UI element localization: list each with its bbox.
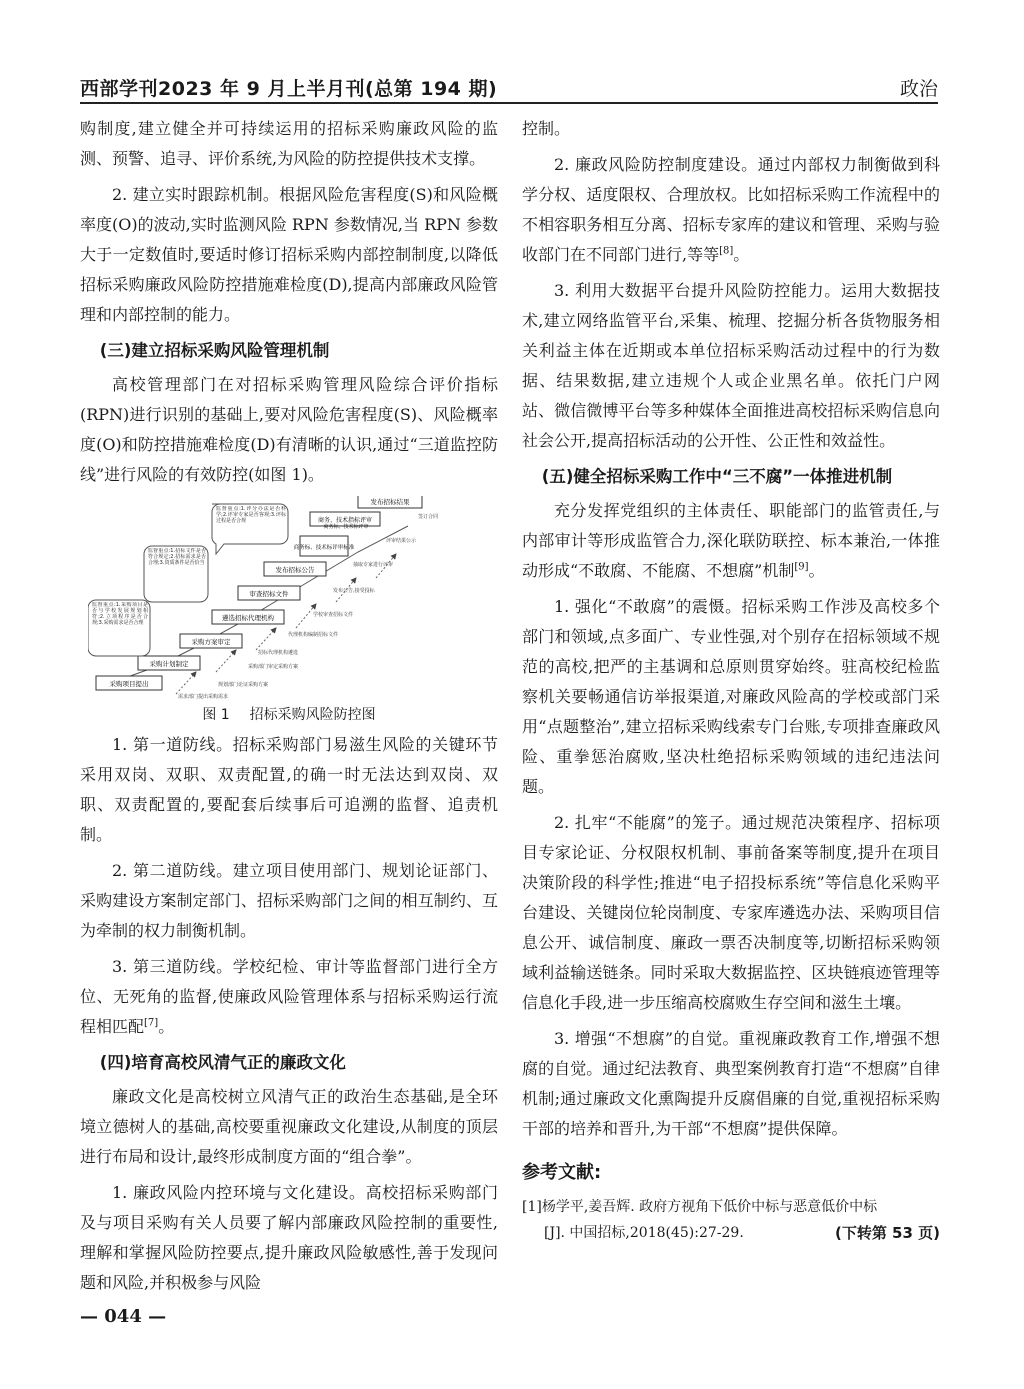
paragraph: 2. 廉政风险防控制度建设。通过内部权力制衡做到科学分权、适度限权、合理放权。比如招标采购工作流程中的不相容职务相互分离、招标专家库的建议和管理、采购与验收部门在不同部门进行,等等[8]。 (522, 155, 940, 264)
paragraph: 3. 利用大数据平台提升风险防控能力。运用大数据技术,建立网络监管平台,采集、梳理、挖掘分析各货物服务相关利益主体在近期或本单位招标采购活动过程中的行为数据、结果数据,建立违规个人或企业黑名单。依托门户网站、微信微博平台等多种媒体全面推进高校招标采购信息向社会公开,提高招标活动的公开性、公正性和效益性。 (522, 281, 940, 450)
paragraph: 廉政文化是高校树立风清气正的政治生态基础,是全环境立德树人的基础,高校要重视廉政文化建设,从制度的顶层进行布局和设计,最终形成制度方面的“组合拳”。 (80, 1087, 498, 1166)
figure-caption (80, 704, 498, 726)
section-heading: (五)健全招标采购工作中“三不腐”一体推进机制 (541, 467, 893, 486)
svg-text:发布公告,接受投标: 发布公告,接受投标 (333, 588, 375, 594)
svg-text:招标代理机构遴选: 招标代理机构遴选 (258, 650, 299, 656)
step-box (212, 610, 284, 624)
paragraph: 1. 廉政风险内控环境与文化建设。高校招标采购部门及与项目采购有关人员要了解内部廉政风险控制的重要性,理解和掌握风险防控要点,提升廉政风险敏感性,善于发现问题和风险,并积极参与风险 (80, 1183, 498, 1292)
risk-control-figure (88, 496, 488, 700)
citation: [9] (794, 561, 809, 573)
svg-text:需求部门提出采购需求: 需求部门提出采购需求 (178, 694, 229, 700)
svg-text:抽取专家进行评审: 抽取专家进行评审 (353, 562, 394, 568)
svg-text:代理机构编制招标文件: 代理机构编制招标文件 (288, 632, 339, 638)
section-name: 政治 (899, 78, 938, 100)
citation: [8] (719, 245, 734, 257)
paragraph: 2. 扎牢“不能腐”的笼子。通过规范决策程序、招标项目专家论证、分权限权机制、事前备案等制度,提升在项目决策阶段的科学性;推进“电子招投标系统”等信息化采购平台建设、关键岗位轮岗制度、专家库遴选办法、采购项目信息公开、诚信制度、廉政一票否决制度等,切断招标采购领域利益输送链条。同时采取大数据监控、区块链痕迹管理等信息化手段,进一步压缩高校腐败生存空间和滋生土壤。 (522, 813, 940, 1012)
paragraph: 2. 建立实时跟踪机制。根据风险危害程度(S)和风险概率度(O)的波动,实时监测风险 RPN 参数情况,当 RPN 参数大于一定数值时,要适时修订招标采购内部控制制度,以降低招标采购廉政风险防控措施难检度(D),提高内部廉政风险管理和内部控制的能力。 (80, 185, 498, 324)
page-number: — 044 — (80, 1306, 167, 1327)
citation: [7] (144, 1017, 159, 1029)
svg-text:签订合同: 签订合同 (418, 514, 439, 520)
mid-box (294, 536, 355, 556)
callout-note: 监督重点:1.采购项目是否与学校发展规划相符;2.立项程序是否合规;3.采购需求是否合理 (88, 600, 150, 656)
svg-text:遴选招标代理机构: 遴选招标代理机构 (222, 614, 274, 622)
svg-text:商务标、技术标评审: 商务标、技术标评审 (323, 524, 369, 530)
journal-title: 西部学刊2023 年 9 月上半月刊(总第 194 期) (80, 78, 498, 100)
step-box (238, 586, 300, 600)
right-column (522, 114, 940, 1246)
paragraph: 3. 第三道防线。学校纪检、审计等监督部门进行全方位、无死角的监督,使廉政风险管理体系与招标采购运行流程相匹配[7]。 (80, 957, 498, 1036)
figure-number: 图 1 (202, 707, 230, 723)
paragraph: 高校管理部门在对招标采购管理风险综合评价指标(RPN)进行识别的基础上,要对风险危害程度(S)、风险概率度(O)和防控措施难检度(D)有清晰的认识,通过“三道监控防线”进行风险的有效防控(如图 1)。 (80, 375, 498, 484)
svg-text:采购项目提出: 采购项目提出 (109, 680, 149, 688)
reference-item: [1]杨学平,姜吾辉. 政府方视角下低价中标与恶意低价中标 [J]. 中国招标,2018(45):27-29. (下转第 53 页) (522, 1194, 940, 1246)
svg-text:采购计划制定: 采购计划制定 (149, 660, 189, 668)
continued-note: (下转第 53 页) (834, 1224, 940, 1242)
callout-note: 监督重点:1.招标文件是否符合规定;2.招标需求是否合理;3.资质条件是否恰当 (144, 546, 208, 602)
paragraph: 充分发挥党组织的主体责任、职能部门的监管责任,与内部审计等形成监管合力,深化联防联控、标本兼治,一体推动形成“不敢腐、不能腐、不想腐”机制[9]。 (522, 501, 940, 580)
svg-text:评审结果公示: 评审结果公示 (386, 538, 417, 544)
step-box (264, 562, 326, 576)
page-header (80, 72, 938, 104)
svg-text:采购部门审定采购方案: 采购部门审定采购方案 (248, 664, 299, 670)
svg-text:规划部门论证采购方案: 规划部门论证采购方案 (218, 682, 269, 688)
references-title: 参考文献: (522, 1162, 602, 1183)
svg-text:商务、技术指标评审: 商务、技术指标评审 (317, 517, 373, 524)
paragraph: 购制度,建立健全并可持续运用的招标采购廉政风险的监测、预警、追寻、评价系统,为风险的防控提供技术支撑。 (80, 119, 498, 168)
figure-title: 招标采购风险防控图 (249, 707, 376, 723)
step-box (180, 634, 242, 648)
left-column (80, 114, 498, 1304)
paragraph: 1. 强化“不敢腐”的震慑。招标采购工作涉及高校多个部门和领域,点多面广、专业性强,对个别存在招标领域不规范的高校,把严的主基调和总原则贯穿始终。驻高校纪检监察机关要畅通信访举报渠道,对廉政风险高的学校或部门采用“点题整治”,建立招标采购线索专门台账,专项排查廉政风险、重拳惩治腐败,坚决杜绝招标采购领域的违纪违法问题。 (522, 597, 940, 796)
section-heading: (三)建立招标采购风险管理机制 (99, 341, 330, 360)
paragraph: 2. 第二道防线。建立项目使用部门、规划论证部门、采购建设方案制定部门、招标采购部门之间的相互制约、互为牵制的权力制衡机制。 (80, 861, 498, 940)
paragraph: 控制。 (522, 119, 571, 138)
section-heading: (四)培育高校风清气正的廉政文化 (99, 1053, 346, 1072)
svg-text:学校审查招标文件: 学校审查招标文件 (313, 612, 354, 618)
step-box (138, 656, 200, 670)
svg-text:发布招标公告: 发布招标公告 (275, 566, 315, 574)
step-box (358, 496, 422, 508)
svg-text:商务标、技术标评审标准: 商务标、技术标评审标准 (293, 545, 355, 551)
figure-diagram (88, 496, 488, 700)
callout-note: 监督重点:1.评分办法是否科学;2.评审专家是否客观;3.评标过程是否合规 (212, 504, 288, 554)
svg-text:审查招标文件: 审查招标文件 (249, 590, 289, 598)
paragraph: 1. 第一道防线。招标采购部门易滋生风险的关键环节采用双岗、双职、双责配置,的确一时无法达到双岗、双职、双责配置的,要配套后续事后可追溯的监督、追责机制。 (80, 735, 498, 844)
svg-text:采购方案审定: 采购方案审定 (191, 638, 231, 646)
step-box (96, 676, 162, 690)
paragraph: 3. 增强“不想腐”的自觉。重视廉政教育工作,增强不想腐的自觉。通过纪法教育、典型案例教育打造“不想腐”自律机制;通过廉政文化熏陶提升反腐倡廉的自觉,重视招标采购干部的培养和晋升,为干部“不想腐”提供保障。 (522, 1029, 940, 1138)
svg-text:发布招标结果: 发布招标结果 (370, 498, 410, 506)
